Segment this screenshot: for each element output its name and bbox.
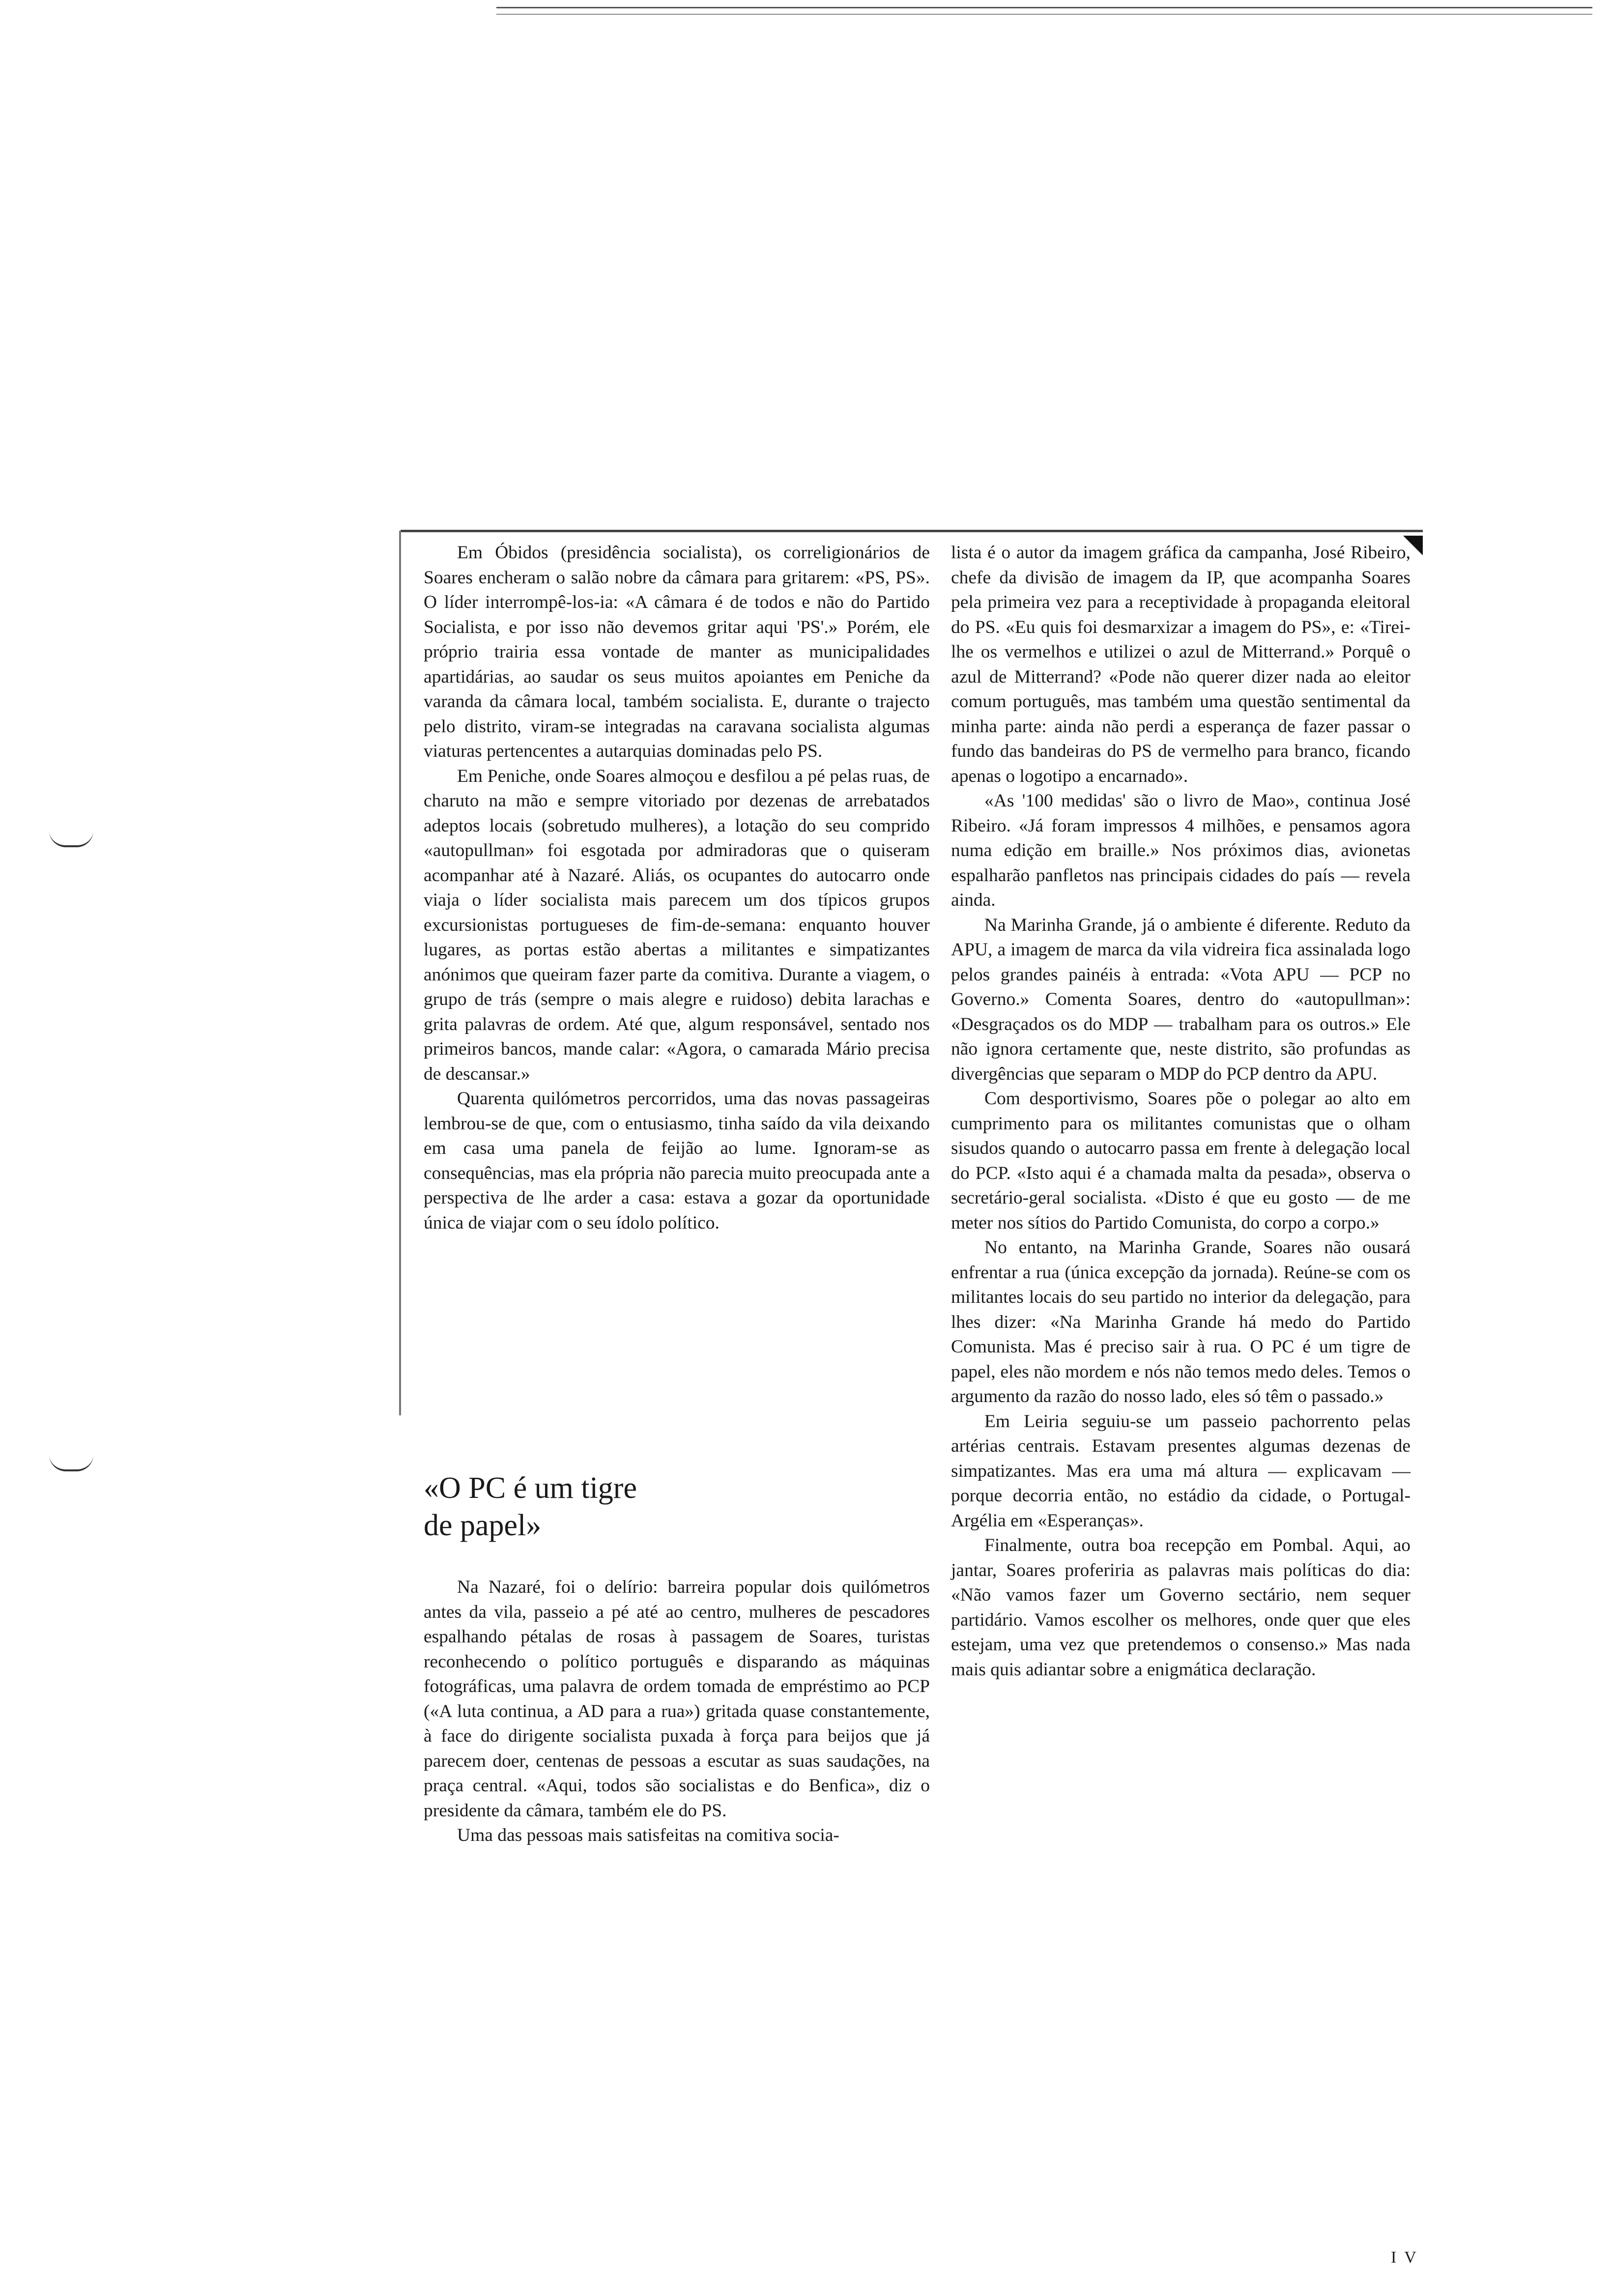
article-column-right	[951, 541, 1410, 1682]
paragraph: Na Nazaré, foi o delírio: barreira popular dois quilómetros antes da vila, passeio a pé até ao centro, mulheres de pescadores espalhando pétalas de rosas à passagem de Soares, turistas reconhecendo o político português e disparando as máquinas fotográficas, uma palavra de ordem tomada de empréstimo ao PCP («A luta continua, a AD para a rua») gritada quase constantemente, à face do dirigente socialista puxada à força para beijos que já parecem doer, centenas de pessoas a escutar as suas saudações, na praça central. «Aqui, todos são socialistas e do Benfica», diz o presidente da câmara, também ele do PS.	[424, 1577, 930, 1821]
paragraph: No entanto, na Marinha Grande, Soares não ousará enfrentar a rua (única excepção da jornada). Reúne-se com os militantes locais do seu partido no interior da delegação, para lhes dizer: «Na Marinha Grande há medo do Partido Comunista. Mas é preciso sair à rua. O PC é um tigre de papel, eles não mordem e nós não temos medo deles. Temos o argumento da razão do nosso lado, eles só têm o passado.»	[951, 1237, 1410, 1406]
paragraph: lista é o autor da imagem gráfica da campanha, José Ribeiro, chefe da divisão de imagem da IP, que acompanha Soares pela primeira vez para a receptividade à propaganda eleitoral do PS. «Eu quis foi desmarxizar a imagem do PS», e: «Tirei-lhe os vermelhos e utilizei o azul de Mitterrand.» Porquê o azul de Mitterrand? «Pode não querer dizer nada ao eleitor comum português, mas também uma questão sentimental da minha parte: ainda não perdi a esperança de fazer passar o fundo das bandeiras do PS de vermelho para branco, ficando apenas o logotipo a encarnado».	[951, 543, 1410, 786]
paragraph: Finalmente, outra boa recepção em Pombal. Aqui, ao jantar, Soares proferiria as palavras mais políticas do dia: «Não vamos fazer um Governo sectário, nem sequer partidário. Vamos escolher os melhores, onde quer que eles estejam, uma vez que pretendemos o consenso.» Mas nada mais quis adiantar sobre a enigmática declaração.	[951, 1535, 1410, 1680]
section-heading	[424, 1469, 797, 1544]
page-folio: I V	[1391, 2248, 1418, 2267]
clipping-left-edge	[399, 531, 401, 1415]
scan-top-rule-secondary	[496, 14, 1592, 15]
section-heading-line-1: «O PC é um tigre	[424, 1471, 637, 1505]
paragraph: Na Marinha Grande, já o ambiente é diferente. Reduto da APU, a imagem de marca da vila vidreira fica assinalada logo pelos grandes painéis à entrada: «Vota APU — PCP no Governo.» Comenta Soares, dentro do «autopullman»: «Desgraçados os do MDP — trabalham para os outros.» Ele não ignora certamente que, neste distrito, são profundas as divergências que separam o MDP do PCP dentro da APU.	[951, 915, 1410, 1084]
article-column-left-top	[424, 541, 930, 1235]
clipping-top-edge	[401, 530, 1423, 532]
binder-hole-mark-upper	[49, 831, 93, 847]
binder-hole-mark-lower	[49, 1455, 93, 1471]
paragraph: Em Peniche, onde Soares almoçou e desfilou a pé pelas ruas, de charuto na mão e sempre vitoriado por dezenas de arrebatados adeptos locais (sobretudo mulheres), a lotação do seu comprido «autopullman» foi esgotada por admiradoras que o quiseram acompanhar até à Nazaré. Aliás, os ocupantes do autocarro onde viaja o líder socialista mais parecem um dos típicos grupos excursionistas portugueses de fim-de-semana: enquanto houver lugares, as portas estão abertas a militantes e simpatizantes anónimos que queiram fazer parte da comitiva. Durante a viagem, o grupo de trás (sempre o mais alegre e ruidoso) debita larachas e grita palavras de ordem. Até que, algum responsável, sentado nos primeiros bancos, mande calar: «Agora, o camarada Mário precisa de descansar.»	[424, 766, 930, 1084]
section-heading-line-2: de papel»	[424, 1509, 542, 1542]
paragraph: Quarenta quilómetros percorridos, uma das novas passageiras lembrou-se de que, com o entusiasmo, tinha saído da vila deixando em casa uma panela de feijão ao lume. Ignoram-se as consequências, mas ela própria não parecia muito preocupada ante a perspectiva de lhe arder a casa: estava a gozar da oportunidade única de viajar com o seu ídolo político.	[424, 1089, 930, 1233]
article-column-left-bottom	[424, 1575, 930, 1848]
paragraph: Uma das pessoas mais satisfeitas na comitiva socia-	[457, 1825, 839, 1845]
paragraph: Com desportivismo, Soares põe o polegar ao alto em cumprimento para os militantes comunistas que o olham sisudos quando o autocarro passa em frente à delegação local do PCP. «Isto aqui é a chamada malta da pesada», observa o secretário-geral socialista. «Disto é que eu gosto — de me meter nos sítios do Partido Comunista, do corpo a corpo.»	[951, 1089, 1410, 1233]
scan-top-rule	[496, 7, 1592, 8]
paragraph: Em Leiria seguiu-se um passeio pachorrento pelas artérias centrais. Estavam presentes algumas dezenas de simpatizantes. Mas era uma má altura — explicavam — porque decorria então, no estádio da cidade, o Portugal-Argélia em «Esperanças».	[951, 1411, 1410, 1531]
paragraph: Em Óbidos (presidência socialista), os correligionários de Soares encheram o salão nobre da câmara para gritarem: «PS, PS». O líder interrompê-los-ia: «A câmara é de todos e não do Partido Socialista, e por isso não devemos gritar aqui 'PS'.» Porém, ele próprio trairia essa vontade de manter as municipalidades apartidárias, ao saudar os seus muitos apoiantes em Peniche da varanda da câmara local, também socialista. E, durante o trajecto pelo distrito, viram-se integradas na caravana socialista algumas viaturas pertencentes a autarquias dominadas pelo PS.	[424, 543, 930, 761]
paragraph: «As '100 medidas' são o livro de Mao», continua José Ribeiro. «Já foram impressos 4 milhões, e pensamos agora numa edição em braille.» Nos próximos dias, avionetas espalharão panfletos nas principais cidades do país — revela ainda.	[951, 791, 1410, 910]
